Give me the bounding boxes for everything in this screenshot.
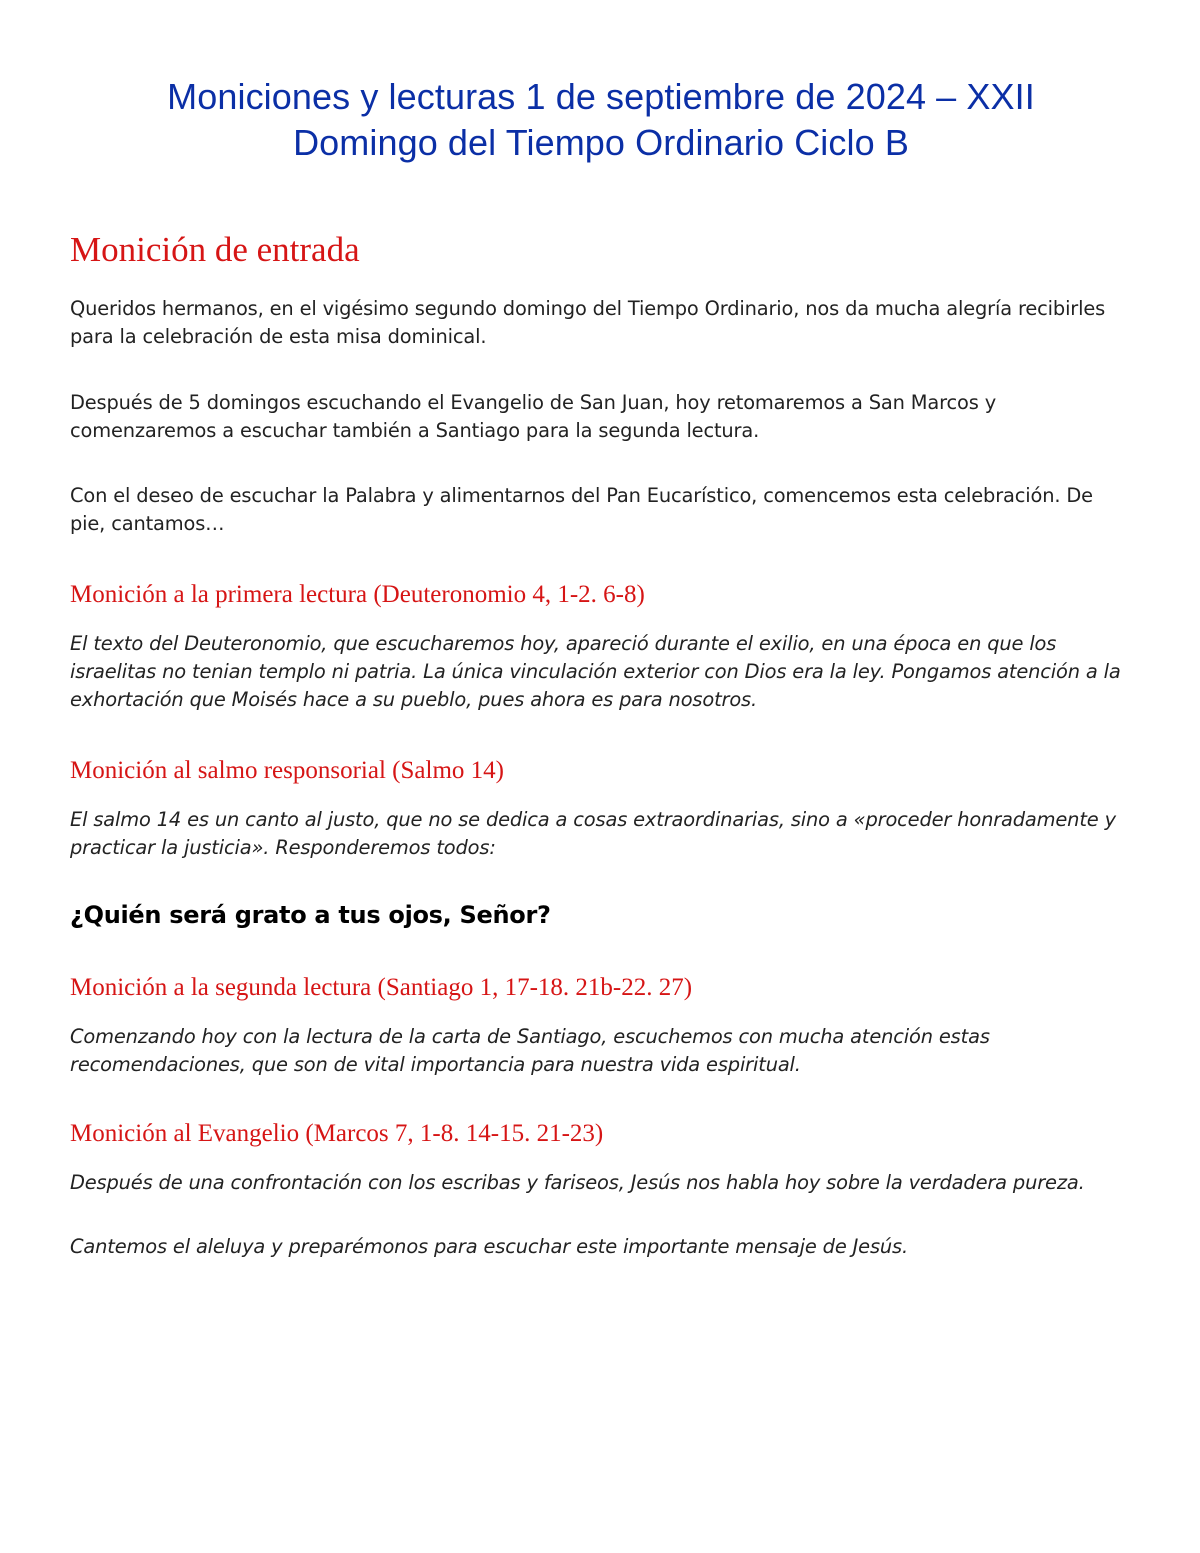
document-title-line-2: Domingo del Tiempo Ordinario Ciclo B	[293, 122, 909, 163]
entrada-paragraph-2: Después de 5 domingos escuchando el Evangelio de San Juan, hoy retomaremos a San Marcos y comenzaremos a escuchar también a Santiago para la segunda lectura.	[70, 391, 997, 442]
evangelio-paragraph-2: Cantemos el aleluya y preparémonos para escuchar este importante mensaje de Jesús.	[70, 1235, 909, 1258]
entrada-paragraph-3: Con el deseo de escuchar la Palabra y alimentarnos del Pan Eucarístico, comencemos esta celebración. De pie, cantamos…	[70, 484, 1093, 535]
entrada-paragraph-1: Queridos hermanos, en el vigésimo segundo domingo del Tiempo Ordinario, nos da mucha alegría recibirles para la celebración de esta misa dominical.	[70, 297, 1106, 348]
salmo-response: ¿Quién será grato a tus ojos, Señor?	[70, 901, 551, 929]
heading-evangelio: Monición al Evangelio (Marcos 7, 1-8. 14-15. 21-23)	[70, 1120, 604, 1147]
evangelio-paragraph-1: Después de una confrontación con los escribas y fariseos, Jesús nos habla hoy sobre la verdadera pureza.	[70, 1171, 1085, 1194]
document-title	[70, 74, 1132, 166]
heading-salmo-responsorial: Monición al salmo responsorial (Salmo 14)	[70, 757, 504, 784]
document-title-line-1: Moniciones y lecturas 1 de septiembre de 2024 – XXII	[167, 76, 1035, 117]
heading-primera-lectura: Monición a la primera lectura (Deuteronomio 4, 1-2. 6-8)	[70, 581, 645, 608]
segunda-lectura-text: Comenzando hoy con la lectura de la carta de Santiago, escuchemos con mucha atención estas recomendaciones, que son de vital importancia para nuestra vida espiritual.	[70, 1025, 990, 1076]
heading-monicion-entrada: Monición de entrada	[70, 230, 360, 269]
salmo-text: El salmo 14 es un canto al justo, que no se dedica a cosas extraordinarias, sino a «proceder honradamente y practicar la justicia». Responderemos todos:	[70, 808, 1116, 859]
document-page	[70, 74, 1132, 1261]
primera-lectura-text: El texto del Deuteronomio, que escucharemos hoy, apareció durante el exilio, en una época en que los israelitas no tenian templo ni patria. La única vinculación exterior con Dios era la ley. Pongamos atención a la exhortación que Moisés hace a su pueblo, pues ahora es para nosotros.	[70, 632, 1121, 711]
heading-segunda-lectura: Monición a la segunda lectura (Santiago 1, 17-18. 21b-22. 27)	[70, 974, 693, 1001]
